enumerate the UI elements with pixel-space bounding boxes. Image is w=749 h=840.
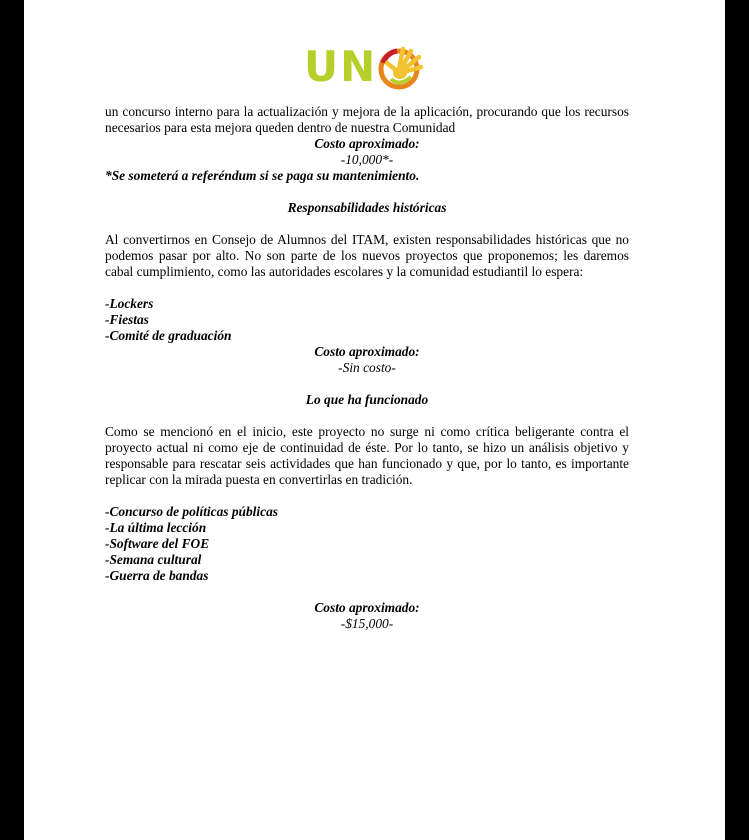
list-item: -Software del FOE bbox=[105, 536, 210, 551]
uno-logo bbox=[304, 42, 425, 92]
referendum-note: *Se someterá a referéndum si se paga su mantenimiento. bbox=[105, 168, 420, 183]
cost-label: Costo aproximado: bbox=[314, 600, 420, 615]
cost-value: -$15,000- bbox=[340, 616, 394, 631]
list-item: -Semana cultural bbox=[105, 552, 202, 567]
intro-paragraph: un concurso interno para la actualización y mejora de la aplicación, procurando que los recursos necesarios para esta mejora queden dentro de nuestra Comunidad bbox=[105, 104, 629, 135]
logo-text: UN bbox=[304, 42, 378, 91]
hand-circle-logo-icon bbox=[377, 43, 425, 91]
cost-value: -Sin costo- bbox=[338, 360, 396, 375]
document-body bbox=[105, 104, 629, 632]
cost-label: Costo aproximado: bbox=[314, 136, 420, 151]
list-item: -Guerra de bandas bbox=[105, 568, 209, 583]
list-item: -Fiestas bbox=[105, 312, 149, 327]
list-item: -Lockers bbox=[105, 296, 154, 311]
section-title: Lo que ha funcionado bbox=[305, 392, 429, 407]
document-page bbox=[24, 0, 725, 840]
section-paragraph: Como se mencionó en el inicio, este proyecto no surge ni como crítica beligerante contra el proyecto actual ni como eje de continuidad de éste. Por lo tanto, se hizo un análisis objetivo y responsable para rescatar seis actividades que han funcionado y que, por lo tanto, es importante replicar con la mirada puesta en convertirlas en tradición. bbox=[105, 424, 629, 487]
section-title: Responsabilidades históricas bbox=[287, 200, 447, 215]
cost-label: Costo aproximado: bbox=[314, 344, 420, 359]
cost-value: -10,000*- bbox=[340, 152, 394, 167]
list-item: -La última lección bbox=[105, 520, 207, 535]
section-paragraph: Al convertirnos en Consejo de Alumnos del ITAM, existen responsabilidades históricas que no podemos pasar por alto. No son parte de los nuevos proyectos que proponemos; les daremos cabal cumplimiento, como las autoridades escolares y la comunidad estudiantil lo espera: bbox=[105, 232, 629, 279]
list-item: -Comité de graduación bbox=[105, 328, 232, 343]
list-item: -Concurso de políticas públicas bbox=[105, 504, 278, 519]
